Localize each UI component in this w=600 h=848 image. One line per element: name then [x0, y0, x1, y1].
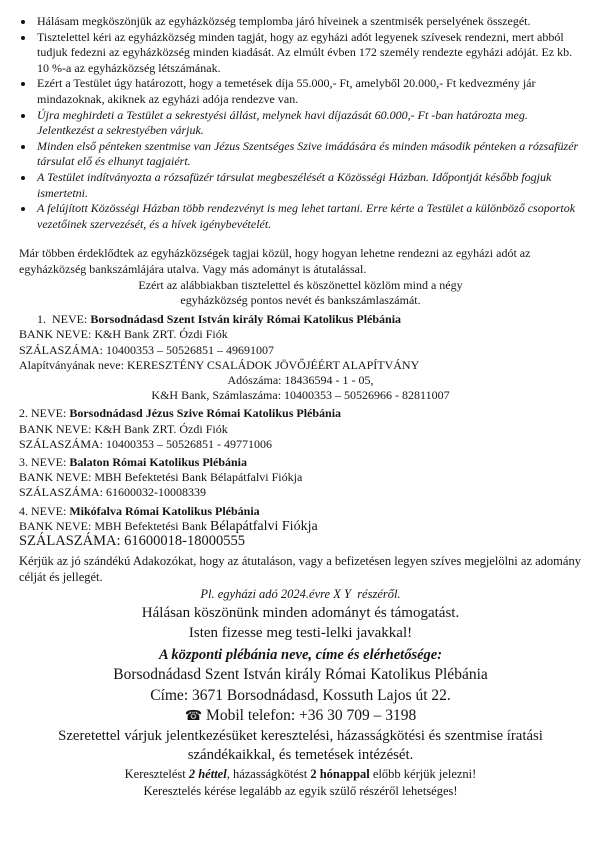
thanks-line-2: Isten fizesse meg testi-lelki javakkal!: [188, 624, 413, 641]
phone-icon: ☎: [184, 708, 203, 725]
final-notice-line: Keresztelés kérése legalább az egyik szülő részéről lehetséges!: [143, 783, 458, 798]
parish-1-tax-line: Adószáma: 18436594 - 1 - 05,: [227, 372, 374, 387]
inquiry-paragraph: Már többen érdeklődtek az egyházközségek tagjai közül, hogy hogyan lehetne rendezni az egyházi adót az egyházközség bankszámlájára utalva. Vagy más adományt is átutalással.: [19, 246, 531, 277]
baptism-months: 2 hónappal: [310, 766, 370, 781]
parish-3-bank-line: BANK NEVE: MBH Befektetési Bank Bélapátfalvi Fiókja: [19, 470, 303, 485]
phone-text: Mobil telefon: +36 30 709 – 3198: [206, 707, 417, 725]
parish-4-name: Mikófalva Római Katolikus Plébánia: [69, 503, 260, 518]
parish-2-lead: 2. NEVE:: [19, 406, 67, 421]
invite-line-1: Szeretettel várjuk jelentkezésüket keresztelési, házasságkötési és szentmise íratási: [58, 727, 543, 744]
baptism-weeks: 2 héttel: [188, 766, 227, 781]
parish-4-account-line: SZÁLASZÁMA: 61600018-18000555: [19, 532, 245, 549]
central-parish-header: A központi plébánia neve, címe és elérhetősége:: [158, 646, 443, 663]
parish-1-account-line: SZÁLASZÁMA: 10400353 – 50526851 – 49691007: [19, 342, 275, 357]
donation-request-paragraph: Kérjük az jó szándékú Adakozókat, hogy az átutaláson, vagy a befizetésen legyen szíves megjelölni az adomány célját és jellegét.: [19, 554, 581, 585]
central-parish-address: Címe: 3671 Borsodnádasd, Kossuth Lajos út 22.: [150, 686, 451, 704]
baptism-mid: , házasságkötést: [226, 766, 311, 781]
bullet-item: • Hálásam megköszönjük az egyházközség templomba járó híveinek a szentmisék perselyének összegét.: [35, 14, 582, 30]
donation-example-line: Pl. egyházi adó 2024.évre X Y részéről.: [200, 586, 401, 601]
bullet-item: • Ezért a Testület úgy határozott, hogy a temetések díja 55.000,- Ft, amelyből 20.000,- Ft kedvezmény jár mindazoknak, akiknek az egyházi adója rendezve van.: [35, 76, 582, 107]
bullet-item: • Minden első pénteken szentmise van Jézus Szentséges Szive imádására és minden második pénteken a rózsafüzér társulat elő és elhunyt tagjaiért.: [35, 139, 582, 170]
parish-2: [19, 406, 582, 452]
parish-3-name-line: [19, 455, 582, 470]
parish-4: [19, 504, 582, 550]
parish-1-name: Borsodnádasd Szent István király Római Katolikus Plébánia: [90, 312, 402, 327]
parish-3-name: Balaton Római Katolikus Plébánia: [69, 454, 248, 469]
announcement-bullet-list: [19, 14, 582, 232]
parish-2-bank-line: BANK NEVE: K&H Bank ZRT. Ózdi Fiók: [19, 421, 228, 436]
parish-4-name-line: [19, 504, 582, 519]
parish-2-account-line: SZÁLASZÁMA: 10400353 – 50526851 - 49771006: [19, 436, 273, 451]
parish-1-account2-line: K&H Bank, Számlaszáma: 10400353 – 50526966 - 82811007: [151, 388, 450, 403]
baptism-pre: Keresztelést: [124, 766, 189, 781]
parish-4-lead: 4. NEVE:: [19, 503, 67, 518]
parish-4-bank-prefix: BANK NEVE: MBH Befektetési Bank: [19, 518, 210, 533]
parish-4-bank-branch: Bélapátfalvi Fiókja: [209, 518, 318, 534]
bullet-item: • Újra meghirdeti a Testület a sekrestyési állást, melynek havi díjazását 60.000,- Ft -ban határozta meg. Jelentkezést a sekrestyében várjuk.: [35, 108, 582, 139]
parish-4-bank-line: [19, 519, 582, 534]
baptism-post: előbb kérjük jelezni!: [369, 766, 477, 781]
thanks-line-1: Hálásan köszönünk minden adományt és támogatást.: [141, 604, 460, 621]
parish-1-name-line: [37, 312, 582, 327]
parish-3: [19, 455, 582, 501]
parish-1-lead: 1. NEVE:: [37, 312, 88, 327]
parish-3-lead: 3. NEVE:: [19, 454, 67, 469]
central-parish-name: Borsodnádasd Szent István király Római Katolikus Plébánia: [113, 666, 488, 684]
parish-1-bank-line: BANK NEVE: K&H Bank ZRT. Ózdi Fiók: [19, 327, 228, 342]
bullet-item: • A felújított Közösségi Házban több rendezvényt is meg lehet tartani. Erre kérte a Testület a különböző csoportok vezetőinek szervezését, és a hívek igénybevételét.: [35, 201, 582, 232]
parish-2-name: Borsodnádasd Jézus Szive Római Katolikus Plébánia: [69, 406, 342, 421]
intro-center-line-1: Ezért az alábbiakban tisztelettel és köszönettel közlöm mind a négy: [138, 277, 463, 292]
bullet-item: • Tisztelettel kéri az egyházközség minden tagját, hogy az egyházi adót legyenek szívesek rendezni, mert abból tudjuk fedezni az egyházközség minden kiadását. Az elmúlt évben 172 személy rendezte egyházi adóját. Ez kb. 10 %-a az egyházközség létszámának.: [35, 30, 582, 77]
parish-3-account-line: SZÁLASZÁMA: 61600032-10008339: [19, 485, 207, 500]
bullet-item: • A Testület indítványozta a rózsafüzér társulat megbeszélését a Közösségi Házban. Időpontját később fogjuk ismertetni.: [35, 170, 582, 201]
intro-center-line-2: egyházközség pontos nevét és bankszámlaszámát.: [180, 293, 421, 308]
baptism-notice-line: [19, 766, 582, 783]
invite-line-2: szándékaikkal, és temetések intézését.: [187, 747, 414, 764]
parish-1-foundation-line: Alapítványának neve: KERESZTÉNY CSALÁDOK JÖVŐJÉÉRT ALAPÍTVÁNY: [19, 357, 420, 372]
phone-line: [19, 706, 582, 727]
parish-1: [19, 312, 582, 403]
parish-2-name-line: [19, 406, 582, 421]
